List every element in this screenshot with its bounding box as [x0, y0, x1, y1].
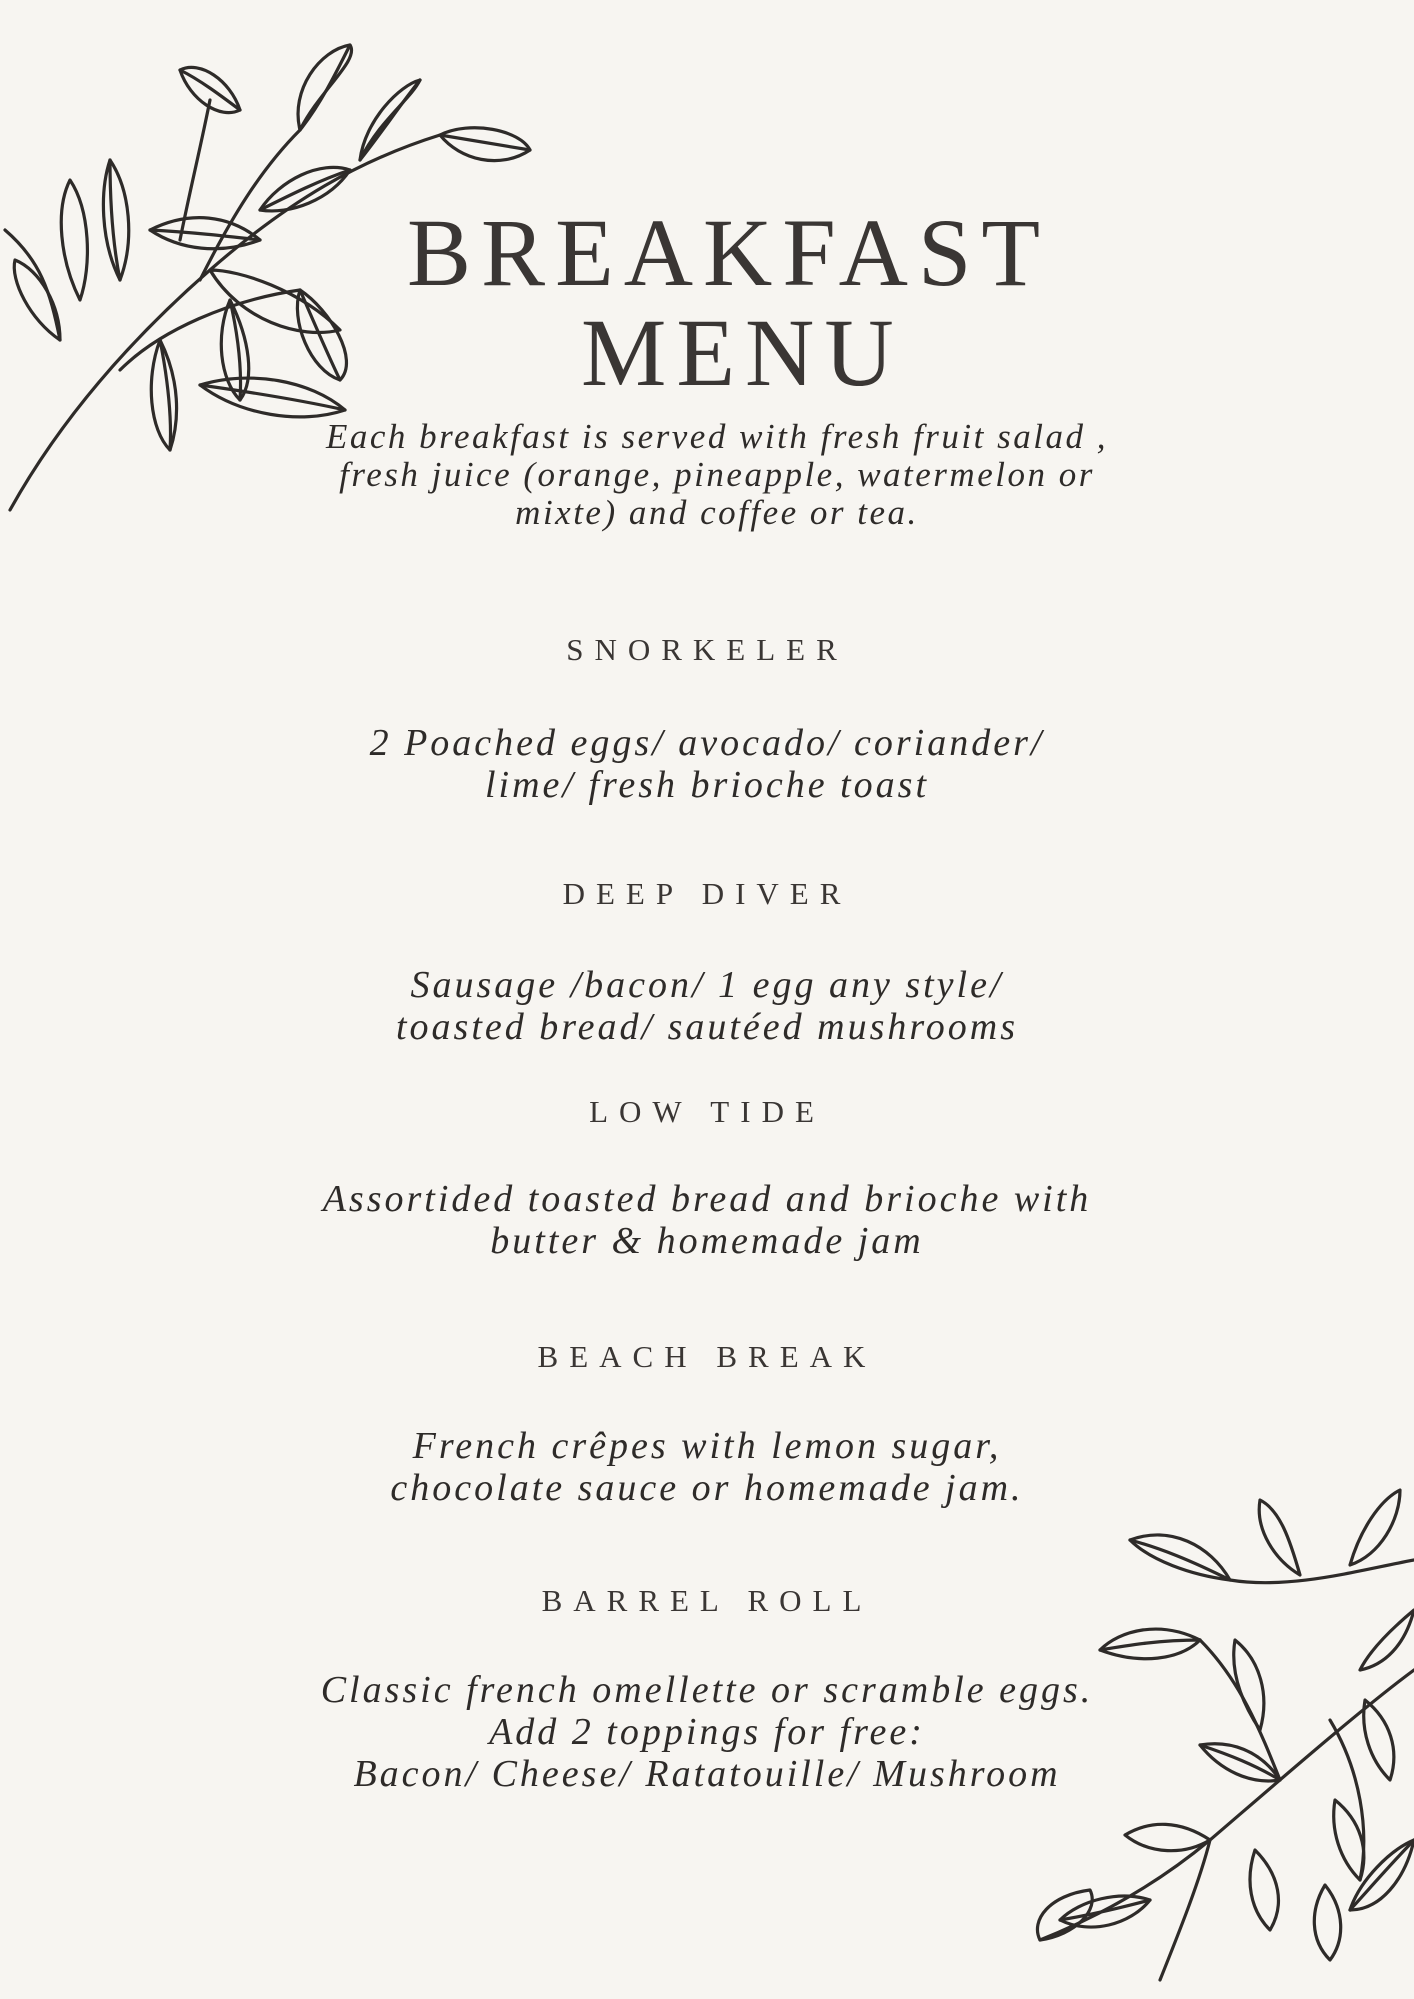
- intro-line-3: mixte) and coffee or tea.: [515, 493, 919, 532]
- menu-item-description-line-2: lime/ fresh brioche toast: [484, 764, 930, 806]
- leaf-branch-bottom-right-icon: [1030, 1480, 1414, 1999]
- menu-item-description-line-2: chocolate sauce or homemade jam.: [390, 1467, 1024, 1509]
- menu-item-description-line-1: French crêpes with lemon sugar,: [412, 1425, 1002, 1467]
- menu-item-name: BEACH BREAK: [537, 1339, 877, 1374]
- menu-item-description-line-2: toasted bread/ sautéed mushrooms: [396, 1006, 1018, 1048]
- menu-item-snorkeler: [0, 630, 1414, 806]
- menu-item-description-line-1: Assortided toasted bread and brioche with: [322, 1178, 1092, 1220]
- menu-item-description-line-1: Sausage /bacon/ 1 egg any style/: [410, 964, 1004, 1006]
- menu-item-low-tide: [0, 1092, 1414, 1262]
- menu-item-description-line-3: Bacon/ Cheese/ Ratatouille/ Mushroom: [353, 1753, 1061, 1795]
- menu-item-name: LOW TIDE: [589, 1094, 825, 1129]
- menu-item-deep-diver: [0, 874, 1414, 1048]
- page-title-line-1: BREAKFAST: [407, 199, 1050, 306]
- intro-text: [280, 418, 1154, 532]
- intro-line-1: Each breakfast is served with fresh fruit salad ,: [326, 417, 1108, 456]
- menu-item-description-line-1: Classic french omellette or scramble eggs.: [320, 1669, 1094, 1711]
- menu-item-name: SNORKELER: [566, 632, 848, 667]
- intro-line-2: fresh juice (orange, pineapple, watermelon or: [339, 455, 1095, 494]
- menu-item-name: BARREL ROLL: [541, 1583, 873, 1618]
- menu-item-description-line-2: butter & homemade jam: [490, 1220, 924, 1262]
- page-title-line-2: MENU: [581, 299, 904, 406]
- menu-item-name: DEEP DIVER: [562, 876, 852, 911]
- menu-item-description-line-2: Add 2 toppings for free:: [489, 1711, 925, 1753]
- menu-item-description-line-1: 2 Poached eggs/ avocado/ coriander/: [369, 722, 1045, 764]
